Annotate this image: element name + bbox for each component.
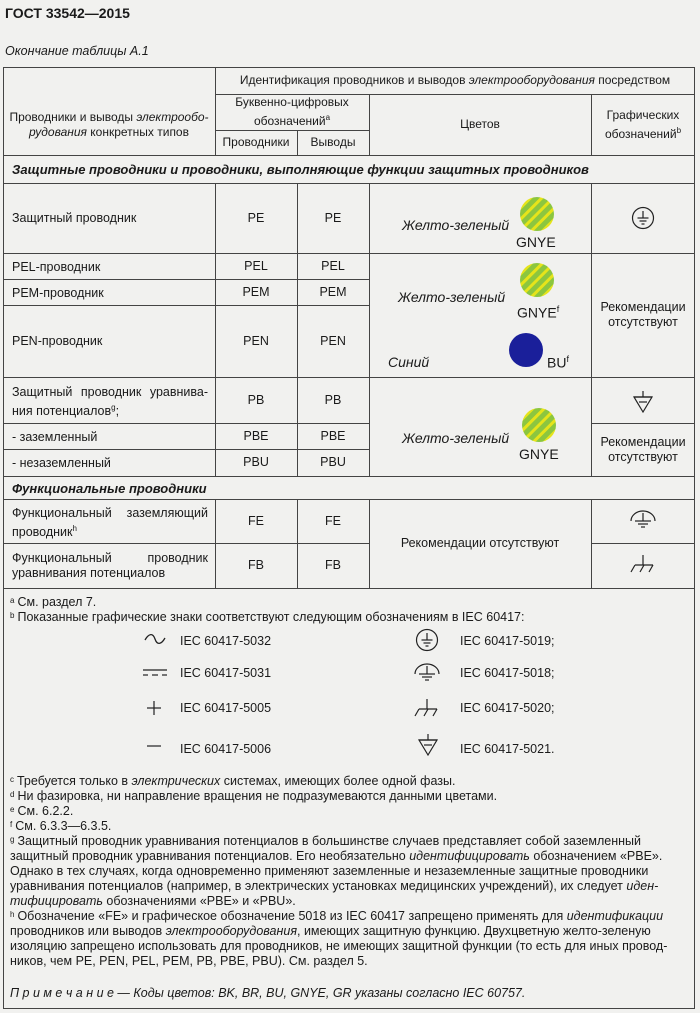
footnote-f: $^f$ См. 6.3.3—6.3.5. (10, 819, 112, 833)
rule (369, 183, 370, 476)
plus-icon (146, 700, 162, 716)
symbol-code-5031: IEC 60417-5031 (180, 666, 272, 680)
row-label-pbe: - заземленный (12, 430, 98, 444)
header-identification: Идентификация проводников и выводов электрооборудования посредством (239, 73, 671, 87)
row-label-pb-line2: ния потенциалов$^g$; (12, 403, 120, 419)
color-code-bu: $BU^f$ (547, 354, 569, 371)
protective-earth-icon (415, 628, 439, 652)
footnote-c: $^c$ Требуется только в электрических системах, имеющих более одной фазы. (10, 774, 456, 788)
color-code-gnye: GNYE (516, 234, 556, 250)
yellow-green-swatch (519, 262, 555, 298)
rule (3, 155, 695, 156)
color-code-gnye: GNYE$^f$ (517, 304, 560, 321)
cell-pb-terminal: PB (324, 392, 342, 407)
frame-icon (414, 697, 440, 719)
footnote-d: $^d$ Ни фазировка, ни направление вращения не подразумеваются данными цветами. (10, 789, 498, 803)
table-note: П р и м е ч а н и е — Коды цветов: BK, BR, BU, GNYE, GR указаны согласно IEC 60757. (10, 986, 526, 1000)
cell-pem-conductor: PEM (242, 284, 270, 299)
row-label-pb: Защитный проводник уравнива- (12, 385, 208, 399)
color-name-blue: Синий (388, 354, 430, 370)
cell-fe-terminal: FE (325, 513, 341, 528)
no-recommendations-colors: Рекомендации отсутствуют (400, 536, 560, 550)
color-name-yellow-green: Желто-зеленый (402, 217, 510, 233)
blue-swatch (508, 332, 544, 368)
color-name-yellow-green: Желто-зеленый (398, 289, 506, 305)
equipotential-icon (631, 390, 655, 416)
symbol-code-5005: IEC 60417-5005 (180, 701, 272, 715)
cell-pbe-conductor: PBE (243, 428, 269, 443)
row-label-pel: PEL-проводник (12, 260, 101, 274)
cell-pbu-terminal: PBU (320, 455, 346, 469)
cell-pe-conductor: PE (247, 210, 265, 225)
footnote-a: $^a$ См. раздел 7. (10, 595, 97, 609)
row-label-pbu: - незаземленный (12, 456, 111, 470)
cell-pbe-terminal: PBE (320, 428, 346, 443)
cell-pel-terminal: PEL (321, 258, 345, 273)
footnote-g: $^g$ Защитный проводник уравнивания потенциалов в большинстве случаев представляет собой заземленный защитный проводник уравнивания потенциалов. Его необязательно идентифицировать обозначением «PBE». Однако в тех случаях, когда одновременно применяют заземленные и незаземленные защитные проводники уравнивания потенциалов (например, в электрических установках медицинских учреждений), их следует иден- тифицировать обозначениями «PBE» и «PBU». (10, 834, 663, 908)
protective-earth-icon (631, 206, 655, 230)
symbol-code-5018: IEC 60417-5018; (460, 666, 555, 680)
equipotential-icon (416, 733, 440, 759)
row-label-pen: PEN-проводник (12, 334, 103, 348)
section-protective-conductors: Защитные проводники и проводники, выполняющие функции защитных проводников (12, 162, 589, 177)
row-label-fe: Функциональный заземляющий (12, 506, 208, 520)
frame-icon (630, 553, 656, 575)
color-name-yellow-green: Желто-зеленый (402, 430, 510, 446)
symbol-code-5019: IEC 60417-5019; (460, 634, 555, 648)
functional-earth-icon (413, 663, 441, 685)
symbol-code-5021: IEC 60417-5021. (460, 742, 555, 756)
row-label-fe-line2: проводник$^h$ (12, 524, 77, 540)
table-caption: Окончание таблицы А.1 (5, 44, 149, 58)
functional-earth-icon (629, 510, 657, 532)
symbol-code-5020: IEC 60417-5020; (460, 701, 555, 715)
cell-pb-conductor: PB (247, 392, 265, 407)
header-conductor-types: Проводники и выводы электрообо- рудования конкретных типов (9, 110, 209, 139)
footnote-e: $^e$ См. 6.2.2. (10, 804, 74, 818)
cell-fe-conductor: FE (248, 513, 264, 528)
minus-icon (146, 743, 162, 749)
document-title: ГОСТ 33542—2015 (5, 5, 130, 21)
cell-pen-conductor: PEN (243, 333, 269, 348)
color-code-gnye: GNYE (519, 446, 559, 462)
symbol-code-5006: IEC 60417-5006 (180, 742, 272, 756)
row-label-fb: Функциональный проводник (12, 551, 208, 565)
footnote-h: $^h$ Обозначение «FE» и графическое обозначение 5018 из IEC 60417 запрещено применять для идентификации проводников или выводов электрооборудования, имеющих защитную функцию. Двухцветную желто-зеленую изоляцию запрещено использовать для проводников, не имеющих защитной функции (то есть для иных провод- ников, чем PE, PEN, PEL, PEM, PB, PBE, PBU). См. раздел 5. (10, 909, 668, 968)
header-colors: Цветов (460, 117, 500, 131)
row-label-pem: PEM-проводник (12, 286, 104, 300)
header-terminals: Выводы (310, 135, 356, 149)
section-functional-conductors: Функциональные проводники (12, 481, 207, 496)
header-conductors: Проводники (222, 135, 290, 149)
symbol-code-5032: IEC 60417-5032 (180, 634, 272, 648)
rule (3, 588, 695, 589)
header-graphic: Графических обозначений$^b$ (604, 107, 682, 141)
ac-icon (144, 633, 166, 645)
cell-pen-terminal: PEN (320, 333, 346, 348)
footnote-b: $^b$ Показанные графические знаки соответствуют следующим обозначениям в IEC 60417: (10, 610, 525, 624)
cell-fb-terminal: FB (325, 558, 341, 572)
dc-icon (142, 668, 168, 678)
cell-pe-terminal: PE (324, 210, 342, 225)
cell-pbu-conductor: PBU (243, 455, 269, 469)
row-label-fb-line2: уравнивания потенциалов (12, 566, 166, 580)
header-alphanumeric: Буквенно-цифровых обозначений$^a$ (235, 95, 349, 128)
cell-pel-conductor: PEL (244, 258, 268, 273)
row-label-pe: Защитный проводник (12, 211, 137, 225)
rule (591, 499, 592, 588)
rule (3, 476, 695, 477)
rule (591, 543, 695, 544)
cell-fb-conductor: FB (248, 558, 264, 572)
cell-pem-terminal: PEM (319, 284, 347, 299)
yellow-green-swatch (521, 407, 557, 443)
no-recommendations-graphic: Рекомендации отсутствуют (600, 434, 686, 464)
yellow-green-swatch (519, 196, 555, 232)
no-recommendations-graphic: Рекомендации отсутствуют (600, 300, 686, 329)
